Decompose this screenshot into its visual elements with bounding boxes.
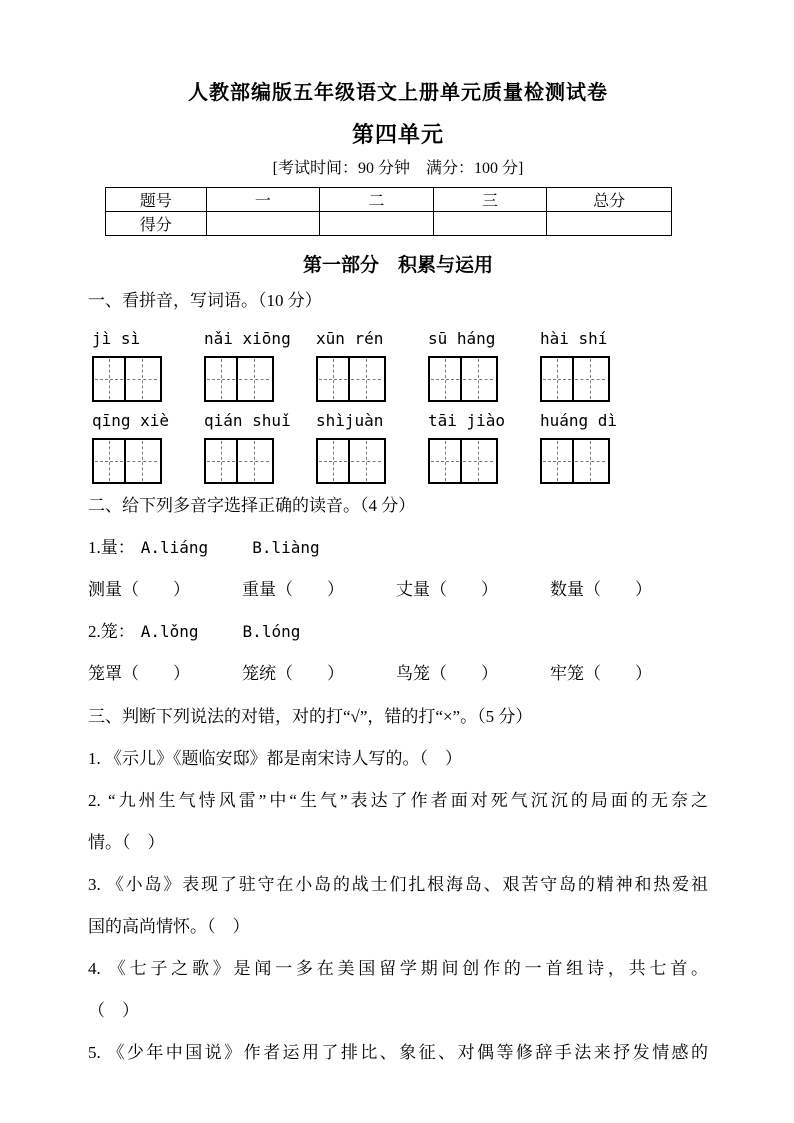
q3-item-line: 国的高尚情怀。（ ） [88, 917, 250, 936]
pinyin-label: qián shuǐ [204, 411, 291, 430]
writing-cell[interactable] [350, 358, 382, 400]
pinyin-label: tāi jiào [428, 411, 506, 430]
q2-word: 牢笼（ ） [550, 664, 652, 683]
q2-option-b: B.lóng [242, 622, 301, 641]
score-header-cell: 总分 [547, 188, 672, 212]
q2-option-a: A.liáng [140, 538, 209, 557]
writing-cell[interactable] [542, 440, 574, 482]
writing-cell[interactable] [574, 358, 606, 400]
pinyin-label: sū háng [428, 329, 496, 348]
score-header-cell: 三 [433, 188, 547, 212]
writing-cell[interactable] [542, 358, 574, 400]
writing-grid [92, 438, 162, 484]
writing-cell[interactable] [94, 358, 126, 400]
part1-heading: 第一部分 积累与运用 [302, 255, 493, 276]
q2-word: 测量（ ） [88, 580, 190, 599]
pinyin-word-row [88, 411, 708, 484]
pinyin-label: hài shí [540, 329, 608, 348]
writing-grid [92, 356, 162, 402]
writing-cell[interactable] [238, 440, 270, 482]
q2-word-row [88, 653, 708, 695]
writing-grid [428, 438, 498, 484]
pinyin-label: jì sì [92, 329, 141, 348]
q2-stem-label: 1.量： [88, 538, 135, 557]
word-block [424, 329, 536, 402]
writing-grid [540, 356, 610, 402]
q1-prompt: 一、看拼音，写词语。（10 分） [88, 291, 322, 310]
q2-word-row [88, 569, 708, 611]
q3-item-line: 5. 《少年中国说》作者运用了排比、象征、对偶等修辞手法来抒发情感的 [88, 1043, 708, 1062]
writing-grid [204, 438, 274, 484]
word-block [88, 411, 200, 484]
writing-cell[interactable] [462, 440, 494, 482]
writing-cell[interactable] [238, 358, 270, 400]
unit-title: 第四单元 [351, 122, 444, 147]
q2-prompt: 二、给下列多音字选择正确的读音。（4 分） [88, 496, 416, 515]
q3-item-line: 2. “九州生气恃风雷”中“生气”表达了作者面对死气沉沉的局面的无奈之 [88, 791, 708, 810]
pinyin-label: xūn rén [316, 329, 384, 348]
pinyin-label: shìjuàn [316, 411, 384, 430]
q2-word: 鸟笼（ ） [396, 664, 498, 683]
writing-grid [316, 438, 386, 484]
q2-word: 数量（ ） [550, 580, 652, 599]
score-value-cell[interactable] [206, 212, 320, 236]
word-block [424, 411, 536, 484]
writing-cell[interactable] [430, 440, 462, 482]
writing-cell[interactable] [462, 358, 494, 400]
exam-info: [考试时间：90 分钟 满分：100 分] [272, 160, 524, 177]
q2-word: 笼罩（ ） [88, 664, 190, 683]
writing-cell[interactable] [318, 440, 350, 482]
writing-cell[interactable] [350, 440, 382, 482]
q2-stem [88, 611, 708, 653]
writing-grid [316, 356, 386, 402]
writing-grid [204, 356, 274, 402]
score-value-cell[interactable] [320, 212, 434, 236]
writing-cell[interactable] [430, 358, 462, 400]
word-block [88, 329, 200, 402]
score-header-cell: 题号 [106, 188, 207, 212]
q2-word: 笼统（ ） [242, 664, 344, 683]
score-header-cell: 一 [206, 188, 320, 212]
word-block [536, 329, 648, 402]
word-block [200, 329, 312, 402]
q2-stem [88, 527, 708, 569]
score-table [105, 187, 672, 236]
score-header-cell: 二 [320, 188, 434, 212]
q3-item-line: 4. 《七子之歌》是闻一多在美国留学期间创作的一首组诗，共七首。 [88, 959, 708, 978]
pinyin-label: huáng dì [540, 411, 618, 430]
q1-pinyin-grids [88, 329, 708, 484]
q2-word: 丈量（ ） [396, 580, 498, 599]
q3-item-line: 1. 《示儿》《题临安邸》都是南宋诗人写的。（ ） [88, 749, 462, 768]
word-block [200, 411, 312, 484]
word-block [312, 411, 424, 484]
writing-cell[interactable] [206, 358, 238, 400]
word-block [312, 329, 424, 402]
q2-word: 重量（ ） [242, 580, 344, 599]
writing-cell[interactable] [126, 440, 158, 482]
q3-items [88, 738, 708, 1074]
pinyin-label: qīng xiè [92, 411, 170, 430]
page-title: 人教部编版五年级语文上册单元质量检测试卷 [188, 82, 608, 104]
q3-prompt: 三、判断下列说法的对错，对的打“√”，错的打“×”。（5 分） [88, 707, 533, 726]
score-row-label: 得分 [106, 212, 207, 236]
q3-item-line: 3. 《小岛》表现了驻守在小岛的战士们扎根海岛、艰苦守岛的精神和热爱祖 [88, 875, 708, 894]
writing-grid [540, 438, 610, 484]
writing-grid [428, 356, 498, 402]
writing-cell[interactable] [318, 358, 350, 400]
q3-item-line: 情。（ ） [88, 833, 165, 852]
q2-items [88, 527, 708, 695]
writing-cell[interactable] [206, 440, 238, 482]
pinyin-word-row [88, 329, 708, 402]
writing-cell[interactable] [574, 440, 606, 482]
writing-cell[interactable] [126, 358, 158, 400]
word-block [536, 411, 648, 484]
score-value-cell[interactable] [433, 212, 547, 236]
q3-item-line: （ ） [88, 1001, 139, 1020]
pinyin-label: nǎi xiōng [204, 329, 291, 348]
q2-option-a: A.lǒng [140, 622, 199, 641]
score-value-cell[interactable] [547, 212, 672, 236]
writing-cell[interactable] [94, 440, 126, 482]
q2-option-b: B.liàng [252, 538, 320, 557]
q2-stem-label: 2.笼： [88, 622, 135, 641]
